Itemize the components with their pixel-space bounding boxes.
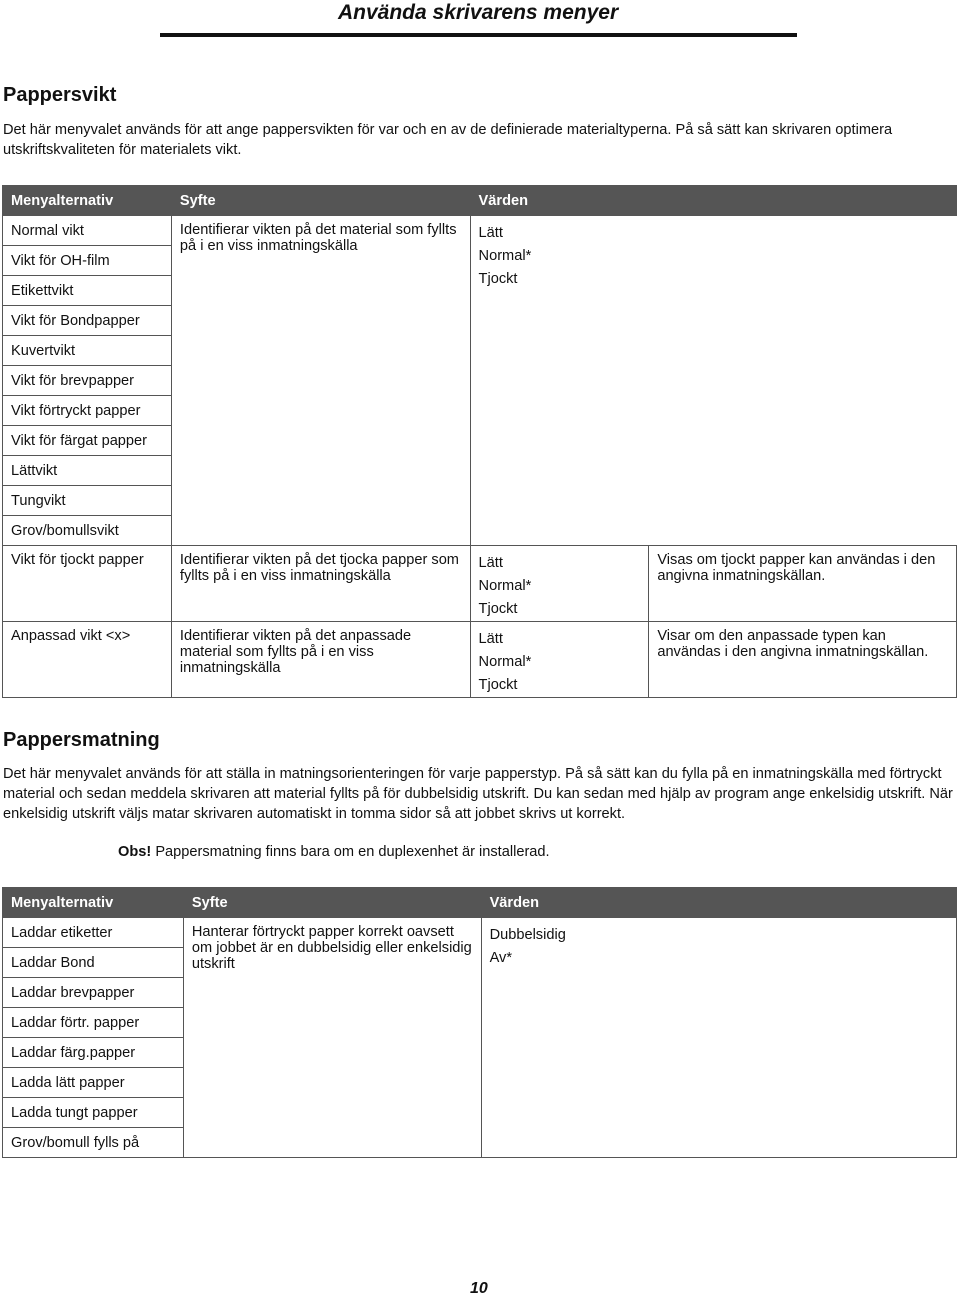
menu-item: Vikt för brevpapper [3,366,172,396]
value-item: Tjockt [478,271,518,287]
menu-item: Vikt för Bondpapper [3,306,172,336]
purpose-text: Identifierar vikten på det tjocka papper som fyllts på i en viss inmatningskälla [179,552,459,584]
note-text: Visar om den anpassade typen kan användas i den angivna inmatningskällan. [657,628,929,660]
value-item: Lätt [478,555,503,571]
purpose-text: Identifierar vikten på det material som fyllts på i en viss inmatningskälla [179,222,457,254]
menu-item: Kuvertvikt [3,336,172,366]
menu-item: Ladda lätt papper [3,1068,184,1098]
menu-item: Laddar etiketter [3,918,184,948]
column-header-menu-option: Menyalternativ [3,186,172,216]
values-cell [470,622,649,698]
pappersvikt-table [2,185,957,698]
menu-item: Normal vikt [3,216,172,246]
purpose-cell [171,216,470,546]
menu-item: Laddar förtr. papper [3,1008,184,1038]
menu-item: Tungvikt [3,486,172,516]
column-header-menu-option: Menyalternativ [3,888,184,918]
note-label: Obs! [118,844,152,860]
values-cell [470,546,649,622]
menu-item: Laddar färg.papper [3,1038,184,1068]
pappersmatning-table [2,887,957,1158]
section-intro-pappersmatning: Det här menyvalet används för att ställa in matningsorienteringen för varje papperstyp. På så sätt kan du fylla på en inmatningskälla med förtryckt material och sedan meddela skrivaren att material fyllts på för dubbelsidig utskrift. Du kan sedan med hjälp av program ange enkelsidig utskrift. När enkelsidig utskrift väljs matar skrivaren automatiskt in tomma sidor så att jobbet skrivs ut korrekt. [3,766,953,822]
menu-item: Vikt för färgat papper [3,426,172,456]
purpose-cell [183,918,481,1158]
page-number: 10 [470,1280,488,1297]
note-cell [649,546,957,622]
menu-item: Grov/bomullsvikt [3,516,172,546]
value-item: Tjockt [478,601,518,617]
column-header-purpose: Syfte [171,186,470,216]
value-item: Dubbelsidig [489,927,566,943]
empty-cell [649,216,957,546]
note [118,842,550,862]
menu-item: Lättvikt [3,456,172,486]
value-item: Normal* [478,248,532,264]
menu-item: Grov/bomull fylls på [3,1128,184,1158]
menu-item: Vikt för OH-film [3,246,172,276]
value-item: Av* [489,950,513,966]
menu-item: Etikettvikt [3,276,172,306]
note-text: Pappersmatning finns bara om en duplexenhet är installerad. [155,844,550,860]
section-heading-pappersvikt: Pappersvikt [3,84,117,106]
header-rule [160,33,797,37]
menu-item: Ladda tungt papper [3,1098,184,1128]
value-item: Normal* [478,654,532,670]
values-cell [481,918,956,1158]
column-header-purpose: Syfte [183,888,481,918]
purpose-text: Hanterar förtryckt papper korrekt oavsett om jobbet är en dubbelsidig eller enkelsidig utskrift [191,924,472,972]
value-item: Lätt [478,225,503,241]
section-intro-pappersvikt: Det här menyvalet används för att ange pappersvikten för var och en av de definierade materialtyperna. På så sätt kan skrivaren optimera utskriftskvaliteten för materialets vikt. [3,122,893,158]
purpose-cell [171,622,470,698]
purpose-cell [171,546,470,622]
value-item: Lätt [478,631,503,647]
section-heading-pappersmatning: Pappersmatning [3,729,160,751]
menu-item: Laddar Bond [3,948,184,978]
menu-item: Vikt för tjockt papper [3,546,172,622]
value-item: Tjockt [478,677,518,693]
note-text: Visas om tjockt papper kan användas i den angivna inmatningskällan. [657,552,936,584]
values-cell [470,216,649,546]
purpose-text: Identifierar vikten på det anpassade material som fyllts på i en viss inmatningskälla [179,628,412,676]
column-header-values: Värden [481,888,956,918]
column-header-values: Värden [470,186,956,216]
menu-item: Anpassad vikt <x> [3,622,172,698]
page-header-title: Använda skrivarens menyer [338,1,619,24]
note-cell [649,622,957,698]
menu-item: Laddar brevpapper [3,978,184,1008]
value-item: Normal* [478,578,532,594]
menu-item: Vikt förtryckt papper [3,396,172,426]
